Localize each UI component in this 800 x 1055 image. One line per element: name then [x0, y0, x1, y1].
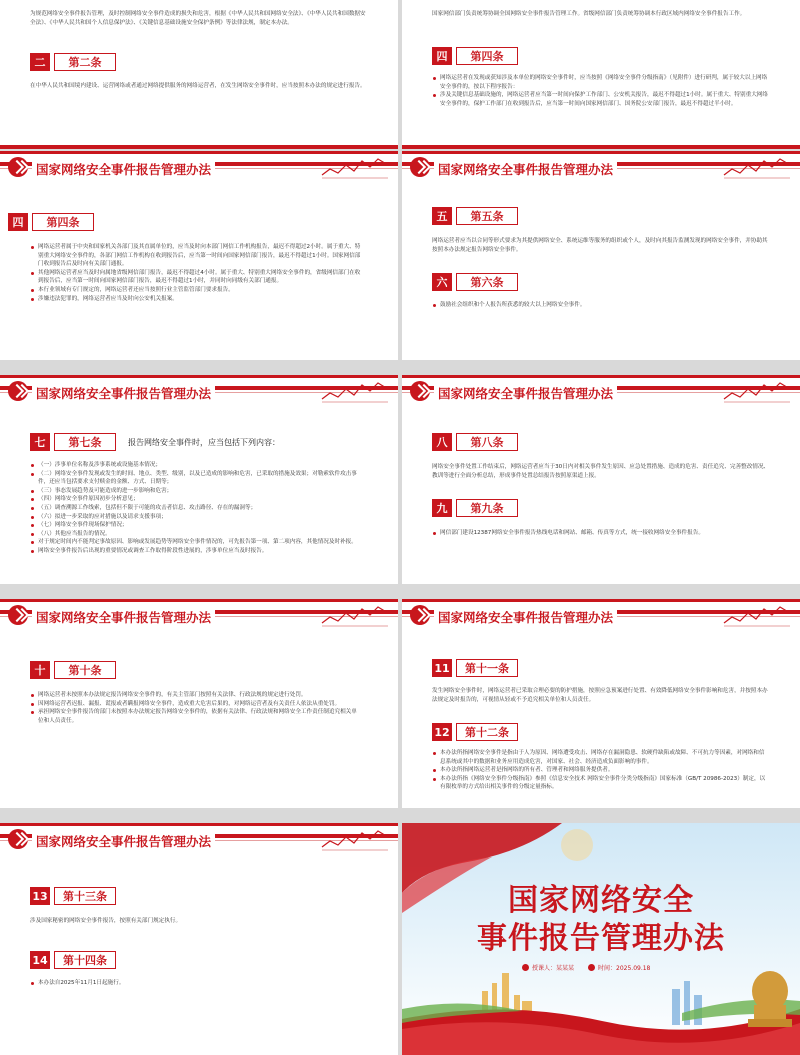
article-label: 第十三条 [54, 887, 116, 905]
list-item: 承担网络安全事件报告的部门未按照本办法规定报告网络安全事件的，依据有关法律、行政法规和网络安全工作责任制追究相关单位和人员责任。 [30, 708, 362, 725]
list-item: 涉嫌违法犯罪的，网络运营者应当及时向公安机关报案。 [30, 295, 362, 304]
article-number-badge: 七 [30, 433, 50, 451]
bottom-bar [402, 145, 800, 149]
slide-article-4b [0, 151, 398, 360]
list-item: 网络安全事件报告后出现的重要情况或调查工作取得阶段性进展的，涉事单位应当及时报告。 [30, 547, 368, 556]
list-item: （六）拟进一步采取的应对措施以及请求支援事项； [30, 513, 368, 522]
double-chevron-icon [410, 605, 430, 625]
intro-paragraph: 为规范网络安全事件报告管理，及时控制网络安全事件造成的损失和危害，根据《中华人民共和国网络安全法》、《中华人民共和国数据安全法》、《中华人民共和国个人信息保护法》、《关键信息基础设施安全保护条例》等法律法规，制定本办法。 [30, 11, 366, 26]
article-text: 网络运营者应当以合同等形式要求为其提供网络安全、系统运维等服务的组织或个人，及时向其报告监测发现的网络安全事件，并协助其按照本办法规定报告网络安全事件。 [432, 238, 768, 253]
list-item: （五）调查溯源工作线索，包括但不限于可能的攻击者信息、攻击路径、存在的漏洞等； [30, 504, 368, 513]
slide-article-11-12 [402, 599, 800, 808]
article-label: 第十四条 [54, 951, 116, 969]
list-item: 本办法所指网络运营者是指网络的所有者、管理者和网络服务提供者。 [432, 766, 770, 775]
slide-article-13-14 [0, 823, 398, 1055]
header-title: 国家网络安全事件报告管理办法 [434, 384, 617, 402]
header-title: 国家网络安全事件报告管理办法 [434, 160, 617, 178]
article-bullets [432, 749, 770, 792]
article-bullets [30, 979, 368, 988]
article-lead-text: 报告网络安全事件时，应当包括下列内容： [128, 437, 280, 447]
slide-header [0, 151, 398, 187]
article-label: 第十一条 [456, 659, 518, 677]
article-number-badge: 六 [432, 273, 452, 291]
slide-article-10 [0, 599, 398, 808]
article-heading [432, 499, 518, 517]
great-wall-icon [320, 825, 390, 853]
article-bullets [432, 529, 770, 538]
article-number-badge: 八 [432, 433, 452, 451]
article-heading [432, 273, 518, 291]
article-number-badge: 12 [432, 723, 452, 741]
article-number-badge: 二 [30, 53, 50, 71]
article-bullets [30, 243, 362, 303]
great-wall-icon [320, 601, 390, 629]
list-item: 其他网络运营者应当及时向属地省级网信部门报告，最迟不得超过4小时。属于重大、特别重大网络安全事件的，省级网信部门在收到报告后，应当第一时间向国家网信部门报告，最迟不得超过1小时，并同时向同级有关部门通报。 [30, 269, 362, 286]
header-title: 国家网络安全事件报告管理办法 [32, 384, 215, 402]
article-heading [432, 723, 518, 741]
article-text: 涉及国家秘密的网络安全事件报告，按照有关部门规定执行。 [30, 918, 182, 924]
list-item: （八）其他应当报告的情况。 [30, 530, 368, 539]
list-item: 本办法所指《网络安全事件分级指南》参照《信息安全技术 网络安全事件分类分级指南》国家标准（GB/T 20986-2023）制定，以有限枚举的方式给出相关事件的分级定量指标。 [432, 775, 770, 792]
cover-title-line1: 国家网络安全 [508, 883, 694, 918]
list-item: 网络运营者属于中央和国家机关各部门及其直属单位的，应当及时向本部门网信工作机构报告，最迟不得超过2小时。属于重大、特别重大网络安全事件的，各部门网信工作机构在收到报告后，应当第一时间向国家网信部门报告，最迟不得超过1小时。国家网信部门收到报告后及时向有关部门通报。 [30, 243, 362, 269]
list-item: 本办法所指网络安全事件是指由于人为原因、网络遭受攻击、网络存在漏洞隐患、软硬件缺陷或故障、不可抗力等因素，对网络和信息系统或其中的数据和业务应用造成危害，对国家、社会、经济造成负面影响的事件。 [432, 749, 770, 766]
double-chevron-icon [8, 381, 28, 401]
double-chevron-icon [8, 157, 28, 177]
article-label: 第十条 [54, 661, 116, 679]
article-heading [30, 53, 116, 71]
slide-article-2 [0, 0, 398, 149]
article-label: 第七条 [54, 433, 116, 451]
slide-article-8-9 [402, 375, 800, 584]
article-label: 第四条 [456, 47, 518, 65]
article-bullets [432, 301, 770, 310]
double-chevron-icon [410, 157, 430, 177]
article-number-badge: 14 [30, 951, 50, 969]
article-label: 第六条 [456, 273, 518, 291]
list-item: 网络运营者未按照本办法规定报告网络安全事件的，有关主管部门按照有关法律、行政法规的规定进行处罚。 [30, 691, 362, 700]
article-heading [432, 659, 518, 677]
article-bullets [432, 74, 772, 108]
clock-icon [588, 964, 595, 971]
slide-article-7 [0, 375, 398, 584]
list-item: 本办法自2025年11月1日起施行。 [30, 979, 368, 988]
article-heading [30, 887, 116, 905]
article-number-badge: 五 [432, 207, 452, 225]
slide-article-5-6 [402, 151, 800, 360]
article-heading [30, 951, 116, 969]
great-wall-icon [722, 601, 792, 629]
list-item: 本行业领域有专门规定的，网络运营者还应当按照行业主管监管部门要求报告。 [30, 286, 362, 295]
article-label: 第八条 [456, 433, 518, 451]
bottom-bar [0, 145, 398, 149]
article-heading [30, 661, 116, 679]
article-heading [30, 433, 280, 451]
article-number-badge: 四 [8, 213, 28, 231]
double-chevron-icon [8, 605, 28, 625]
intro-paragraph: 国家网信部门负责统筹协调全国网络安全事件报告管理工作。省级网信部门负责统筹协调本行政区域内网络安全事件报告工作。 [432, 11, 746, 17]
slide-header [0, 375, 398, 411]
header-title: 国家网络安全事件报告管理办法 [32, 832, 215, 850]
article-number-badge: 13 [30, 887, 50, 905]
list-item: （四）网络安全事件原因初步分析意见； [30, 495, 368, 504]
cover-title-line2: 事件报告管理办法 [477, 921, 725, 956]
list-item: （二）网络安全事件发现或发生的时间、地点、类型、级别，以及已造成的影响和危害，已采取的措施及效果；对勒索软件攻击事件，还应当包括要求支付赎金的金额、方式、日期等； [30, 470, 368, 487]
list-item: （一）涉事单位名称及涉事系统或设施基本情况； [30, 461, 368, 470]
article-heading [432, 433, 518, 451]
list-item: （三）事态发展趋势及可能造成的进一步影响和危害； [30, 487, 368, 496]
list-item: 对于规定时间内不能判定事故原因、影响或发展趋势等网络安全事件情况的，可先报告第一项、第二项内容，其他情况及时补报。 [30, 538, 368, 547]
great-wall-icon [320, 153, 390, 181]
slide-header [0, 599, 398, 635]
article-label: 第五条 [456, 207, 518, 225]
article-heading [8, 213, 94, 231]
slide-header [402, 599, 800, 635]
slide-header [402, 151, 800, 187]
article-heading [432, 47, 518, 65]
great-wall-icon [722, 377, 792, 405]
article-bullets [30, 461, 368, 556]
list-item: （七）网络安全事件现场保护情况； [30, 521, 368, 530]
header-title: 国家网络安全事件报告管理办法 [32, 608, 215, 626]
article-label: 第二条 [54, 53, 116, 71]
list-item: 网络运营者在发现或获知涉及本单位的网络安全事件时，应当按照《网络安全事件分级指南》（见附件）进行研判，属于较大以上网络安全事件的，按以下程序报告： [432, 74, 772, 91]
slide-header [0, 823, 398, 859]
cover-slide [402, 823, 800, 1055]
article-heading [432, 207, 518, 225]
list-item: 涉及关键信息基础设施的，网络运营者应当第一时间向保护工作部门、公安机关报告，最迟不得超过1小时。属于重大、特别重大网络安全事件的，保护工作部门在收到报告后，应当第一时间向国家网信部门、国务院公安部门报告，最迟不得超过半小时。 [432, 91, 772, 108]
list-item: 鼓励社会组织和个人报告所获悉的较大以上网络安全事件。 [432, 301, 770, 310]
article-text: 发生网络安全事件时，网络运营者已采取合理必要的防护措施，按照应急预案进行处置、有效降低网络安全事件影响和危害，并按照本办法规定及时报告的，可视情从轻或不予追究相关单位和人员责任。 [432, 688, 768, 703]
header-title: 国家网络安全事件报告管理办法 [434, 608, 617, 626]
article-text: 网络安全事件处置工作结束后，网络运营者应当于30日内对相关事件发生原因、应急处置措施、造成的危害、责任追究、完善整改情况、教训等进行全面分析总结，形成事件处置总结报告按照原渠道上报。 [432, 464, 770, 479]
article-number-badge: 11 [432, 659, 452, 677]
header-title: 国家网络安全事件报告管理办法 [32, 160, 215, 178]
great-wall-icon [722, 153, 792, 181]
list-item: 网信部门建设12387网络安全事件报告热线电话和网站、邮箱、传真等方式，统一接收网络安全事件报告。 [432, 529, 770, 538]
article-label: 第九条 [456, 499, 518, 517]
article-bullets [30, 691, 362, 725]
article-label: 第十二条 [456, 723, 518, 741]
article-text: 在中华人民共和国境内建设、运营网络或者通过网络提供服务的网络运营者，在发生网络安全事件时，应当按照本办法的规定进行报告。 [30, 83, 366, 89]
great-wall-icon [320, 377, 390, 405]
article-number-badge: 十 [30, 661, 50, 679]
cover-date: 时间：2025.09.18 [598, 965, 651, 972]
article-number-badge: 四 [432, 47, 452, 65]
user-icon [522, 964, 529, 971]
double-chevron-icon [410, 381, 430, 401]
slide-header [402, 375, 800, 411]
cover-meta [522, 963, 650, 972]
cover-speaker: 授课人：某某某 [532, 965, 575, 972]
slide-article-4a [402, 0, 800, 149]
article-label: 第四条 [32, 213, 94, 231]
article-number-badge: 九 [432, 499, 452, 517]
double-chevron-icon [8, 829, 28, 849]
list-item: 因网络运营者迟报、漏报、谎报或者瞒报网络安全事件，造成重大危害后果的，对网络运营者及有关责任人依法从重处罚。 [30, 700, 362, 709]
